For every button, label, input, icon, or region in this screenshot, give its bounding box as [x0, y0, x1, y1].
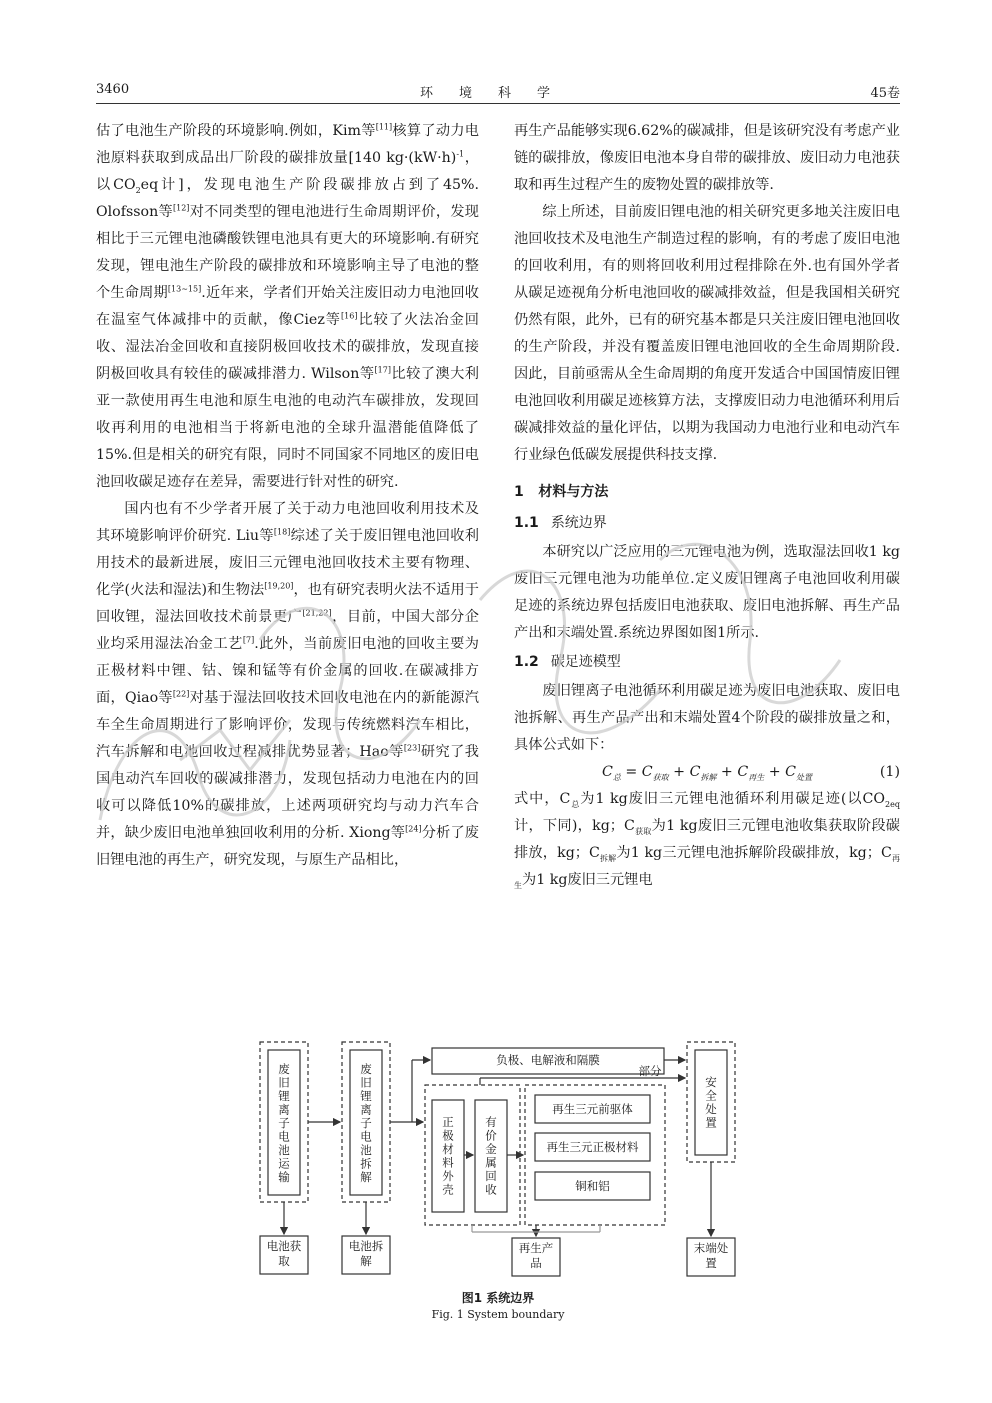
journal-title: 环境科学	[419, 86, 576, 101]
product-copper-aluminum: 铜和铝	[575, 1179, 610, 1193]
box-battery-dismantle: 废旧锂离子电池拆解	[359, 1062, 373, 1185]
paragraph: 废旧锂离子电池循环利用碳足迹为废旧电池获取、废旧电池拆解、再生产品产出和末端处置4个阶段的碳排放量之和，具体公式如下：	[514, 683, 900, 753]
page-header	[96, 82, 900, 102]
subsection-heading: 1.2 碳足迹模型	[514, 654, 621, 670]
page-number: 3460	[96, 82, 130, 97]
box-cathode-shell: 正极材料外壳	[441, 1115, 455, 1197]
left-column	[96, 118, 479, 874]
figure-caption-en: Fig. 1 System boundary	[431, 1308, 565, 1321]
header-rule	[96, 103, 900, 104]
part-label: 部分	[638, 1064, 662, 1078]
equation-number: (1)	[879, 764, 900, 780]
output-recycled-product: 再生产品	[518, 1241, 554, 1270]
top-bar-label: 负极、电解液和隔膜	[496, 1053, 600, 1067]
paragraph: 国内也有不少学者开展了关于动力电池回收利用技术及其环境影响评价研究. Liu等[18]综述了关于废旧锂电池回收利用技术的最新进展，废旧三元锂电池回收技术主要有物理、化学(火法和湿法)和生物法[19,20]，也有研究表明火法不适用于回收锂，湿法回收技术前景更广[21,22]，目前，中国大部分企业均采用湿法冶金工艺[7].此外，当前废旧电池的回收主要为正极材料中锂、钴、镍和锰等有价金属的回收.在碳减排方面，Qiao等[22]对基于湿法回收技术回收电池在内的新能源汽车全生命周期进行了影响评价，发现与传统燃料汽车相比，汽车拆解和电池回收过程减排优势显著；Hao等[23]研究了我国电动汽车回收的碳减排潜力，发现包括动力电池在内的回收可以降低10%的碳排放，上述两项研究均与动力汽车合并，缺少废旧电池单独回收利用的分析. Xiong等[24]分析了废旧锂电池的再生产，研究发现，与原生产品相比，	[96, 501, 479, 868]
subsection-heading: 1.1 系统边界	[514, 515, 607, 531]
box-safe-disposal: 安全处置	[704, 1076, 718, 1130]
output-dismantling: 电池拆解	[348, 1239, 384, 1268]
paragraph: 估了电池生产阶段的环境影响.例如，Kim等[11]核算了动力电池原料获取到成品出厂阶段的碳排放量[140 $kg\cdot(kW\cdot h)^{-1}$，以$CO_2eq$计]，发现电池生产阶段碳排放占到了45%. Olofsson等[12]对不同类型的锂电池进行生命周期评价，发现相比于三元锂电池磷酸铁锂电池具有更大的环境影响.有研究发现，锂电池生产阶段的碳排放和环境影响主导了电池的整个生命周期[13~15].近年来，学者们开始关注废旧动力电池回收在温室气体减排中的贡献，像Ciez等[16]比较了火法冶金回收、湿法冶金回收和直接阴极回收技术的碳排放，发现直接阴极回收具有较佳的碳减排潜力. Wilson等[17]比较了澳大利亚一款使用再生电池和原生电池的电动汽车碳排放，发现回收再利用的电池相当于将新电池的全球升温潜能值降低了15%.但是相关的研究有限，同时不同国家不同地区的废旧电池回收碳足迹存在差异，需要进行针对性的研究.	[96, 122, 479, 490]
equation: $C_总 = C_{获取} + C_{拆解} + C_{再生} + C_{处置}$ (1)	[514, 759, 900, 786]
paragraph: 再生产品能够实现6.62%的碳减排，但是该研究没有考虑产业链的碳排放，像废旧电池本身自带的碳排放、废旧动力电池获取和再生过程产生的废物处置的碳排放等.	[514, 123, 900, 193]
box-metal-recovery: 有价金属回收	[484, 1115, 498, 1197]
right-column	[514, 118, 900, 894]
section-heading: 1 材料与方法	[514, 484, 609, 500]
system-boundary-figure	[250, 1040, 770, 1290]
output-acquisition: 电池获取	[266, 1239, 302, 1268]
paragraph: 本研究以广泛应用的三元锂电池为例，选取湿法回收1 kg废旧三元锂电池为功能单位.定义废旧锂离子电池回收利用碳足迹的系统边界包括废旧电池获取、废旧电池拆解、再生产品产出和末端处置.系统边界图如图1所示.	[514, 544, 900, 641]
paragraph: 综上所述，目前废旧锂电池的相关研究更多地关注废旧电池回收技术及电池生产制造过程的影响，有的考虑了废旧电池的回收利用，有的则将回收利用过程排除在外.也有国外学者从碳足迹视角分析电池回收的碳减排效益，但是我国相关研究仍然有限，此外，已有的研究基本都是只关注废旧锂电池回收的生产阶段，并没有覆盖废旧锂电池回收的全生命周期阶段.因此，目前亟需从全生命周期的角度开发适合中国国情废旧锂电池回收利用碳足迹核算方法，支撑废旧动力电池循环利用后碳减排效益的量化评估，以期为我国动力电池行业和电动汽车行业绿色低碳发展提供科技支撑.	[514, 204, 900, 463]
volume-label: 45卷	[870, 86, 900, 101]
figure-caption-cn: 图1 系统边界	[461, 1291, 535, 1305]
paragraph: 式中，$C_总$为1 kg废旧三元锂电池循环利用碳足迹(以$CO_{2eq}$计，下同)，kg；$C_{获取}$为1 kg废旧三元锂电池收集获取阶段碳排放，kg；$C_{拆解}$为1 kg三元锂电池拆解阶段碳排放，kg；$C_{再生}$为1 kg废旧三元锂电	[514, 791, 900, 890]
output-end-disposal: 末端处置	[693, 1241, 729, 1270]
product-cathode: 再生三元正极材料	[546, 1140, 639, 1154]
box-battery-transport: 废旧锂离子电池运输	[277, 1062, 291, 1185]
product-precursor: 再生三元前驱体	[552, 1102, 633, 1116]
